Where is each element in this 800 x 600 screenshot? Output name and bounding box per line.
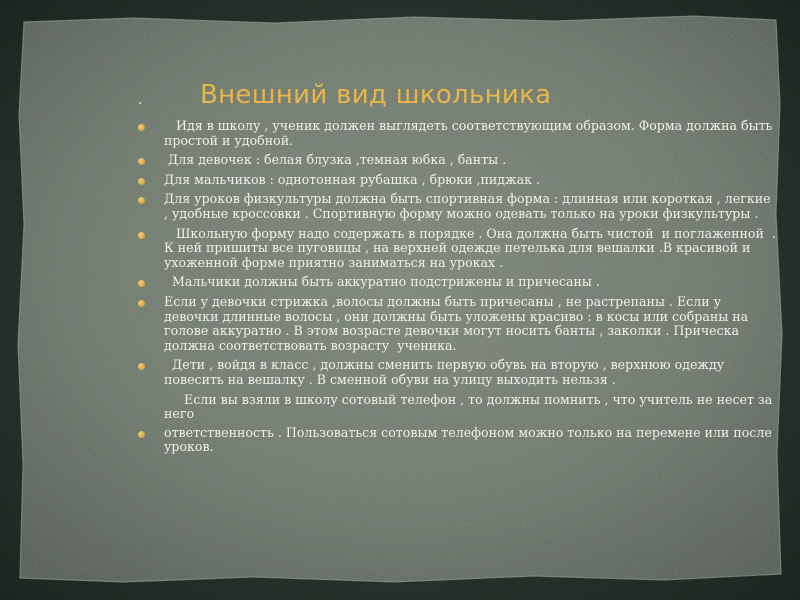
bullet-item — [138, 295, 778, 353]
bullet-text: Если у девочки стрижка ,волосы должны быть причесаны , не растрепаны . Если у девочки длинные волосы , они должны быть уложены красиво : в косы или собраны на голове аккуратно . В этом возрасте девочки могут носить банты , заколки . Прическа должна соответствовать возрасту ученика. — [164, 293, 753, 353]
bullet-dot-icon — [138, 232, 145, 239]
bullet-text: Для уроков физкультуры должна быть спортивная форма : длинная или короткая , легкие , удобные кроссовки . Спортивную форму можно одевать только на уроки физкультуры . — [164, 191, 775, 221]
bullet-text: Мальчики должны быть аккуратно подстрижены и причесаны . — [164, 274, 600, 290]
bullet-dot-icon — [138, 431, 145, 438]
bullet-item — [138, 426, 778, 455]
bullet-dot-icon — [138, 178, 145, 185]
bullet-text: Школьную форму надо содержать в порядке . Она должна быть чистой и поглаженной . К ней пришиты все пуговицы , на верхней одежде петелька для вешалки .В красивой и ухоженной форме приятно заниматься на уроках . — [164, 225, 788, 270]
bullet-dot-icon — [138, 158, 145, 165]
bullet-dot-icon — [138, 300, 145, 307]
bullet-text: Дети , войдя в класс , должны сменить первую обувь на вторую , верхнюю одежду повесить на вешалку . В сменной обуви на улицу выходить нельзя . — [164, 357, 729, 387]
bullet-dot-icon — [138, 280, 145, 287]
bullet-item — [138, 225, 788, 271]
bullet-text: Для девочек : белая блузка ,темная юбка , банты . — [164, 152, 507, 168]
bullet-item — [138, 119, 778, 148]
bullet-item — [138, 173, 778, 188]
bullet-dot-icon — [138, 124, 145, 131]
bullet-list — [138, 118, 788, 460]
bullet-text: Идя в школу , ученик должен выглядеть соответствующим образом. Форма должна быть простой и удобной. — [164, 118, 777, 148]
bullet-item — [138, 393, 778, 422]
bullet-item — [138, 192, 778, 221]
title-marker: . — [138, 92, 143, 108]
bullet-text: ответственность . Пользоваться сотовым телефоном можно только на перемене или после уроков. — [164, 424, 776, 455]
slide-title: Внешний вид школьника — [200, 80, 552, 110]
bullet-item — [138, 358, 778, 387]
bullet-item — [138, 275, 778, 290]
bullet-dot-icon — [138, 197, 145, 204]
bullet-text: Если вы взяли в школу сотовый телефон , то должны помнить , что учитель не несет за него — [164, 391, 777, 422]
bullet-item — [138, 153, 778, 168]
bullet-dot-icon — [138, 363, 145, 370]
bullet-text: Для мальчиков : однотонная рубашка , брюки ,пиджак . — [164, 171, 541, 187]
